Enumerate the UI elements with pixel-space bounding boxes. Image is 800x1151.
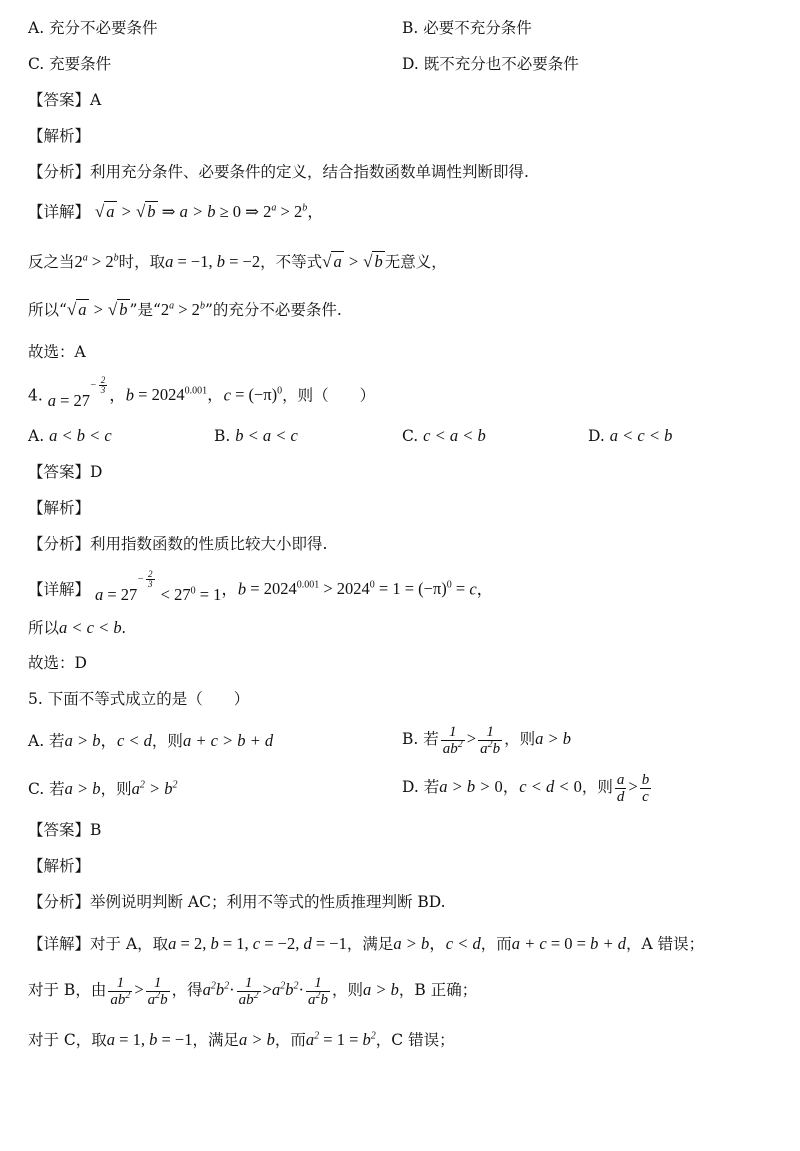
math-expr: $a = 27^{- \frac{2}{3}}$ bbox=[47, 375, 106, 411]
q5-option-d: D. 若a > b > 0，c < d < 0，则 $\frac{a}{d}$ > $\frac{b}{c}$ bbox=[402, 771, 650, 805]
q3-option-d: D. 既不充分也不必要条件 bbox=[402, 55, 579, 73]
math-expr: a bbox=[165, 252, 174, 271]
q5-stem: 5. 下面不等式成立的是（ ） bbox=[28, 690, 250, 708]
math-expr: $2^a > 2^b$ bbox=[160, 300, 205, 319]
text-fragment: 时，取 bbox=[118, 253, 166, 271]
math-expr: $a = 27^{- \frac{2}{3}}$ < $27^0 = 1$ bbox=[94, 569, 222, 605]
q3-answer: 【答案】A bbox=[28, 91, 102, 109]
question-number: 4. bbox=[28, 386, 43, 405]
q4-choose: 故选：D bbox=[28, 654, 87, 672]
math-expr: √ a > √ b ⇒ a > b ≥ 0 ⇒ $2^a > 2^b$， bbox=[94, 202, 324, 221]
text-fragment: 反之当 bbox=[28, 253, 75, 271]
q5-detail-a: 【详解】对于 A，取a = 2, b = 1, c = −2, d = −1，满足a > b，c < d，而a + c = 0 = b + d，A 错误； bbox=[28, 934, 705, 953]
q5-answer: 【答案】B bbox=[28, 821, 102, 839]
q5-analysis: 【分析】举例说明判断 AC；利用不等式的性质推理判断 BD. bbox=[28, 893, 446, 911]
q5-detail-b: 对于 B，由 $\frac{1}{ab^2}$ > $\frac{1}{a^2b}$ ，得$a^2b^2\cdot$ $\frac{1}{ab^2}$ $>a^2b^2\cdot$ $\frac{1}{a^2b}$ ，则a > b，B 正确； bbox=[28, 974, 478, 1008]
q4-option-a: A. a < b < c bbox=[28, 426, 112, 445]
q4-option-d: D. a < c < b bbox=[588, 426, 673, 445]
q4-stem: 4. $a = 27^{- \frac{2}{3}}$ ，$b = 2024^{0.001}$，$c = (-\pi)^0$，则（ ） bbox=[28, 375, 376, 411]
q3-option-a: A. 充分不必要条件 bbox=[28, 19, 158, 37]
q5-option-a: A. 若a > b，c < d，则a + c > b + d bbox=[28, 731, 274, 750]
text-fragment: 所以 bbox=[28, 619, 60, 637]
q3-choose: 故选：A bbox=[28, 343, 86, 361]
detail-label: 【详解】 bbox=[28, 580, 91, 599]
q4-jiexi: 【解析】 bbox=[28, 499, 91, 517]
math-expr: a < c < b bbox=[59, 618, 122, 637]
math-expr: $2^a > 2^b$ bbox=[74, 252, 119, 271]
q3-option-c: C. 充要条件 bbox=[28, 55, 112, 73]
q4-option-c: C. c < a < b bbox=[402, 426, 486, 445]
q5-option-b: B. 若 $\frac{1}{ab^2}$ > $\frac{1}{a^2b}$ ，则a > b bbox=[402, 723, 571, 757]
text-fragment: ”是“ bbox=[129, 301, 161, 319]
detail-label: 【详解】 bbox=[28, 203, 91, 221]
q3-jiexi: 【解析】 bbox=[28, 127, 91, 145]
q5-jiexi: 【解析】 bbox=[28, 857, 91, 875]
q5-detail-c: 对于 C，取a = 1, b = −1，满足a > b，而$a^2 = 1 = b^2$，C 错误； bbox=[28, 1030, 455, 1049]
q4-detail-line1: 【详解】 $a = 27^{- \frac{2}{3}}$ < $27^0 = 1$，$b = 2024^{0.001} > 2024^0 = 1 = (-\pi)^0 = c$， bbox=[28, 569, 494, 605]
q4-analysis: 【分析】利用指数函数的性质比较大小即得. bbox=[28, 535, 328, 553]
text-fragment: ”的充分不必要条件. bbox=[204, 301, 342, 319]
q3-detail-line2: 反之当$2^a > 2^b$时，取a = −1, b = −2，不等式√ a > √ b 无意义， bbox=[28, 252, 447, 271]
q3-detail-line1 bbox=[28, 201, 324, 223]
text-fragment: ，不等式 bbox=[260, 253, 323, 271]
math-expr: √ a > √ b bbox=[322, 252, 383, 271]
text-fragment: ，则（ ） bbox=[282, 386, 376, 405]
q3-detail-line3 bbox=[28, 299, 342, 321]
math-expr: √ a > √ b bbox=[66, 300, 128, 319]
q4-detail-line2: 所以a < c < b. bbox=[28, 618, 126, 637]
q4-option-b: B. b < a < c bbox=[214, 426, 298, 445]
q3-analysis: 【分析】利用充分条件、必要条件的定义，结合指数函数单调性判断即得. bbox=[28, 163, 529, 181]
text-fragment: 无意义， bbox=[384, 253, 447, 271]
text-fragment: 所以“ bbox=[28, 301, 67, 319]
q3-option-b: B. 必要不充分条件 bbox=[402, 19, 532, 37]
q5-option-c: C. 若a > b，则$a^2 > b^2$ bbox=[28, 779, 178, 798]
q4-answer: 【答案】D bbox=[28, 463, 103, 481]
